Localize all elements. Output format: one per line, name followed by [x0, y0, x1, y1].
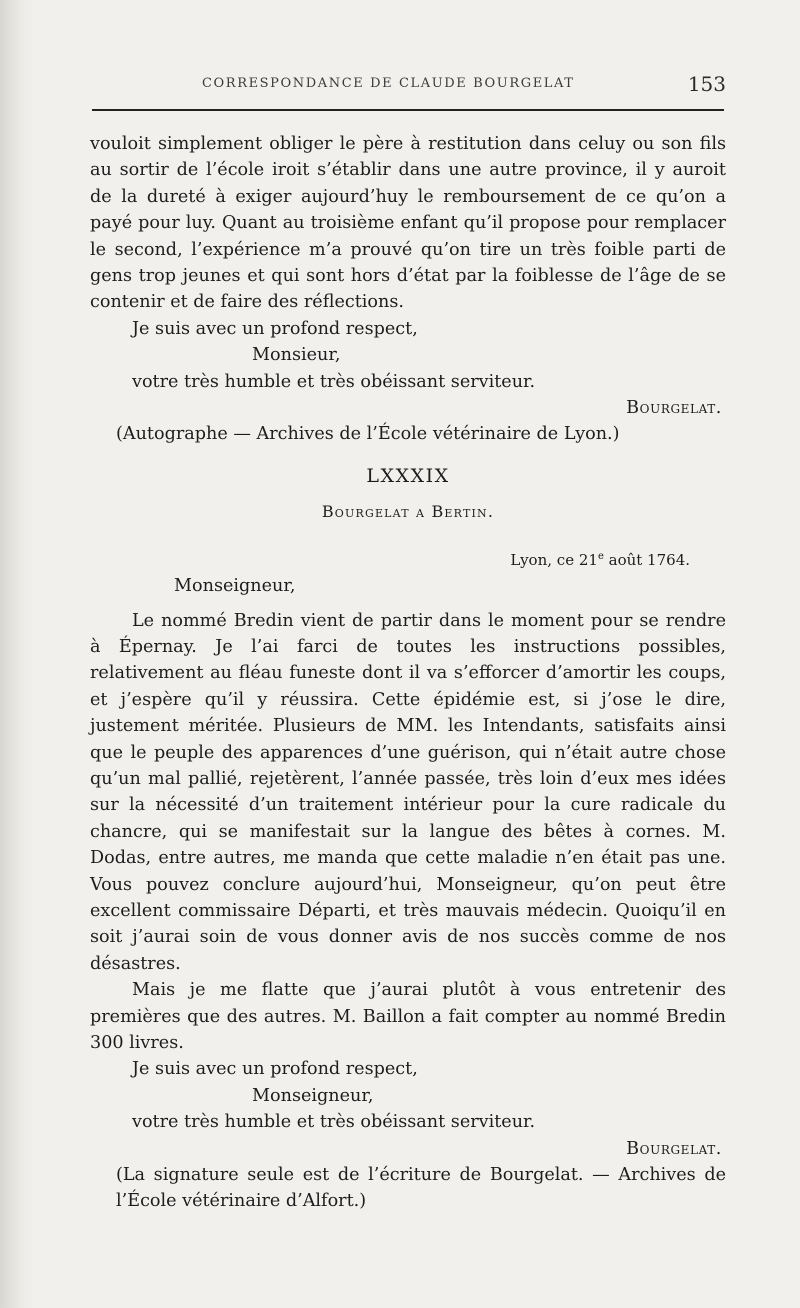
- closing-salutation: Monsieur,: [252, 345, 341, 366]
- spacer: [90, 600, 726, 608]
- opening-salutation: Monseigneur,: [174, 576, 296, 597]
- letter-paragraph-2: Mais je me flatte que j’aurai plutôt à vous entretenir des premières que des autres. M. Baillon a fait compter au nommé Bredin 300 livres.: [90, 980, 726, 1053]
- dateline: [90, 544, 726, 573]
- source-note: (La signature seule est de l’écriture de Bourgelat. — Archives de l’École vétérinaire d’Alfort.): [116, 1165, 726, 1212]
- closing-formula: Je suis avec un profond respect,: [132, 318, 418, 339]
- page-body: [90, 131, 726, 1215]
- signature: Bourgelat.: [626, 398, 722, 419]
- dateline-prefix: Lyon, ce 21: [510, 550, 598, 569]
- letter-paragraph-1: Le nommé Bredin vient de partir dans le moment pour se rendre à Épernay. Je l’ai farci de toutes les instructions possibles, relativement au fléau funeste dont il va s’efforcer d’amortir les coups, et j’espère qu’il y réussira. Cette épidémie est, si j’ose le dire, justement méritée. Plusieurs de MM. les Intendants, satisfaits ainsi que le peuple des apparences d’une guérison, qui n’était autre chose qu’un mal pallié, rejetèrent, l’année passée, très loin d’eux mes idées sur la nécessité d’un traitement intérieur pour la cure radicale du chancre, qui se manifestait sur la langue des bêtes à cornes. M. Dodas, entre autres, me manda que cette maladie n’en était pas une. Vous pouvez conclure aujourd’hui, Monseigneur, qu’on peut être excellent commissaire Départi, et très mauvais médecin. Quoiqu’il en soit j’aurai soin de vous donner avis de nos succès comme de nos désastres.: [90, 610, 726, 974]
- dateline-superscript: e: [597, 550, 604, 562]
- page-header: [90, 70, 726, 100]
- continued-paragraph: vouloit simplement obliger le père à restitution dans celuy ou son fils au sortir de l’école iroit s’établir dans une autre province, il y auroit de la dureté à exiger aujourd’huy le remboursement de ce qu’on a payé pour luy. Quant au troisième enfant qu’il propose pour remplacer le second, l’expérience m’a prouvé qu’on tire un très foible parti de gens trop jeunes et qui sont hors d’état par la foiblesse de l’âge de se contenir et de faire des réflections.: [90, 134, 726, 313]
- header-rule: [92, 109, 724, 111]
- source-note: (Autographe — Archives de l’École vétérinaire de Lyon.): [116, 424, 620, 445]
- dateline-suffix: août 1764.: [603, 550, 690, 569]
- subscription-line: votre très humble et très obéissant serviteur.: [132, 1112, 536, 1133]
- closing-formula: Je suis avec un profond respect,: [132, 1059, 418, 1080]
- letter-number: LXXXIX: [366, 464, 450, 487]
- closing-salutation: Monseigneur,: [252, 1085, 374, 1106]
- subscription-line: votre très humble et très obéissant serviteur.: [132, 371, 536, 392]
- letter-title: Bourgelat a Bertin.: [321, 502, 495, 522]
- page-number: 153: [687, 72, 726, 96]
- scan-page-edge: [0, 0, 34, 1308]
- signature: Bourgelat.: [626, 1138, 722, 1159]
- running-head: CORRESPONDANCE DE CLAUDE BOURGELAT: [202, 76, 575, 91]
